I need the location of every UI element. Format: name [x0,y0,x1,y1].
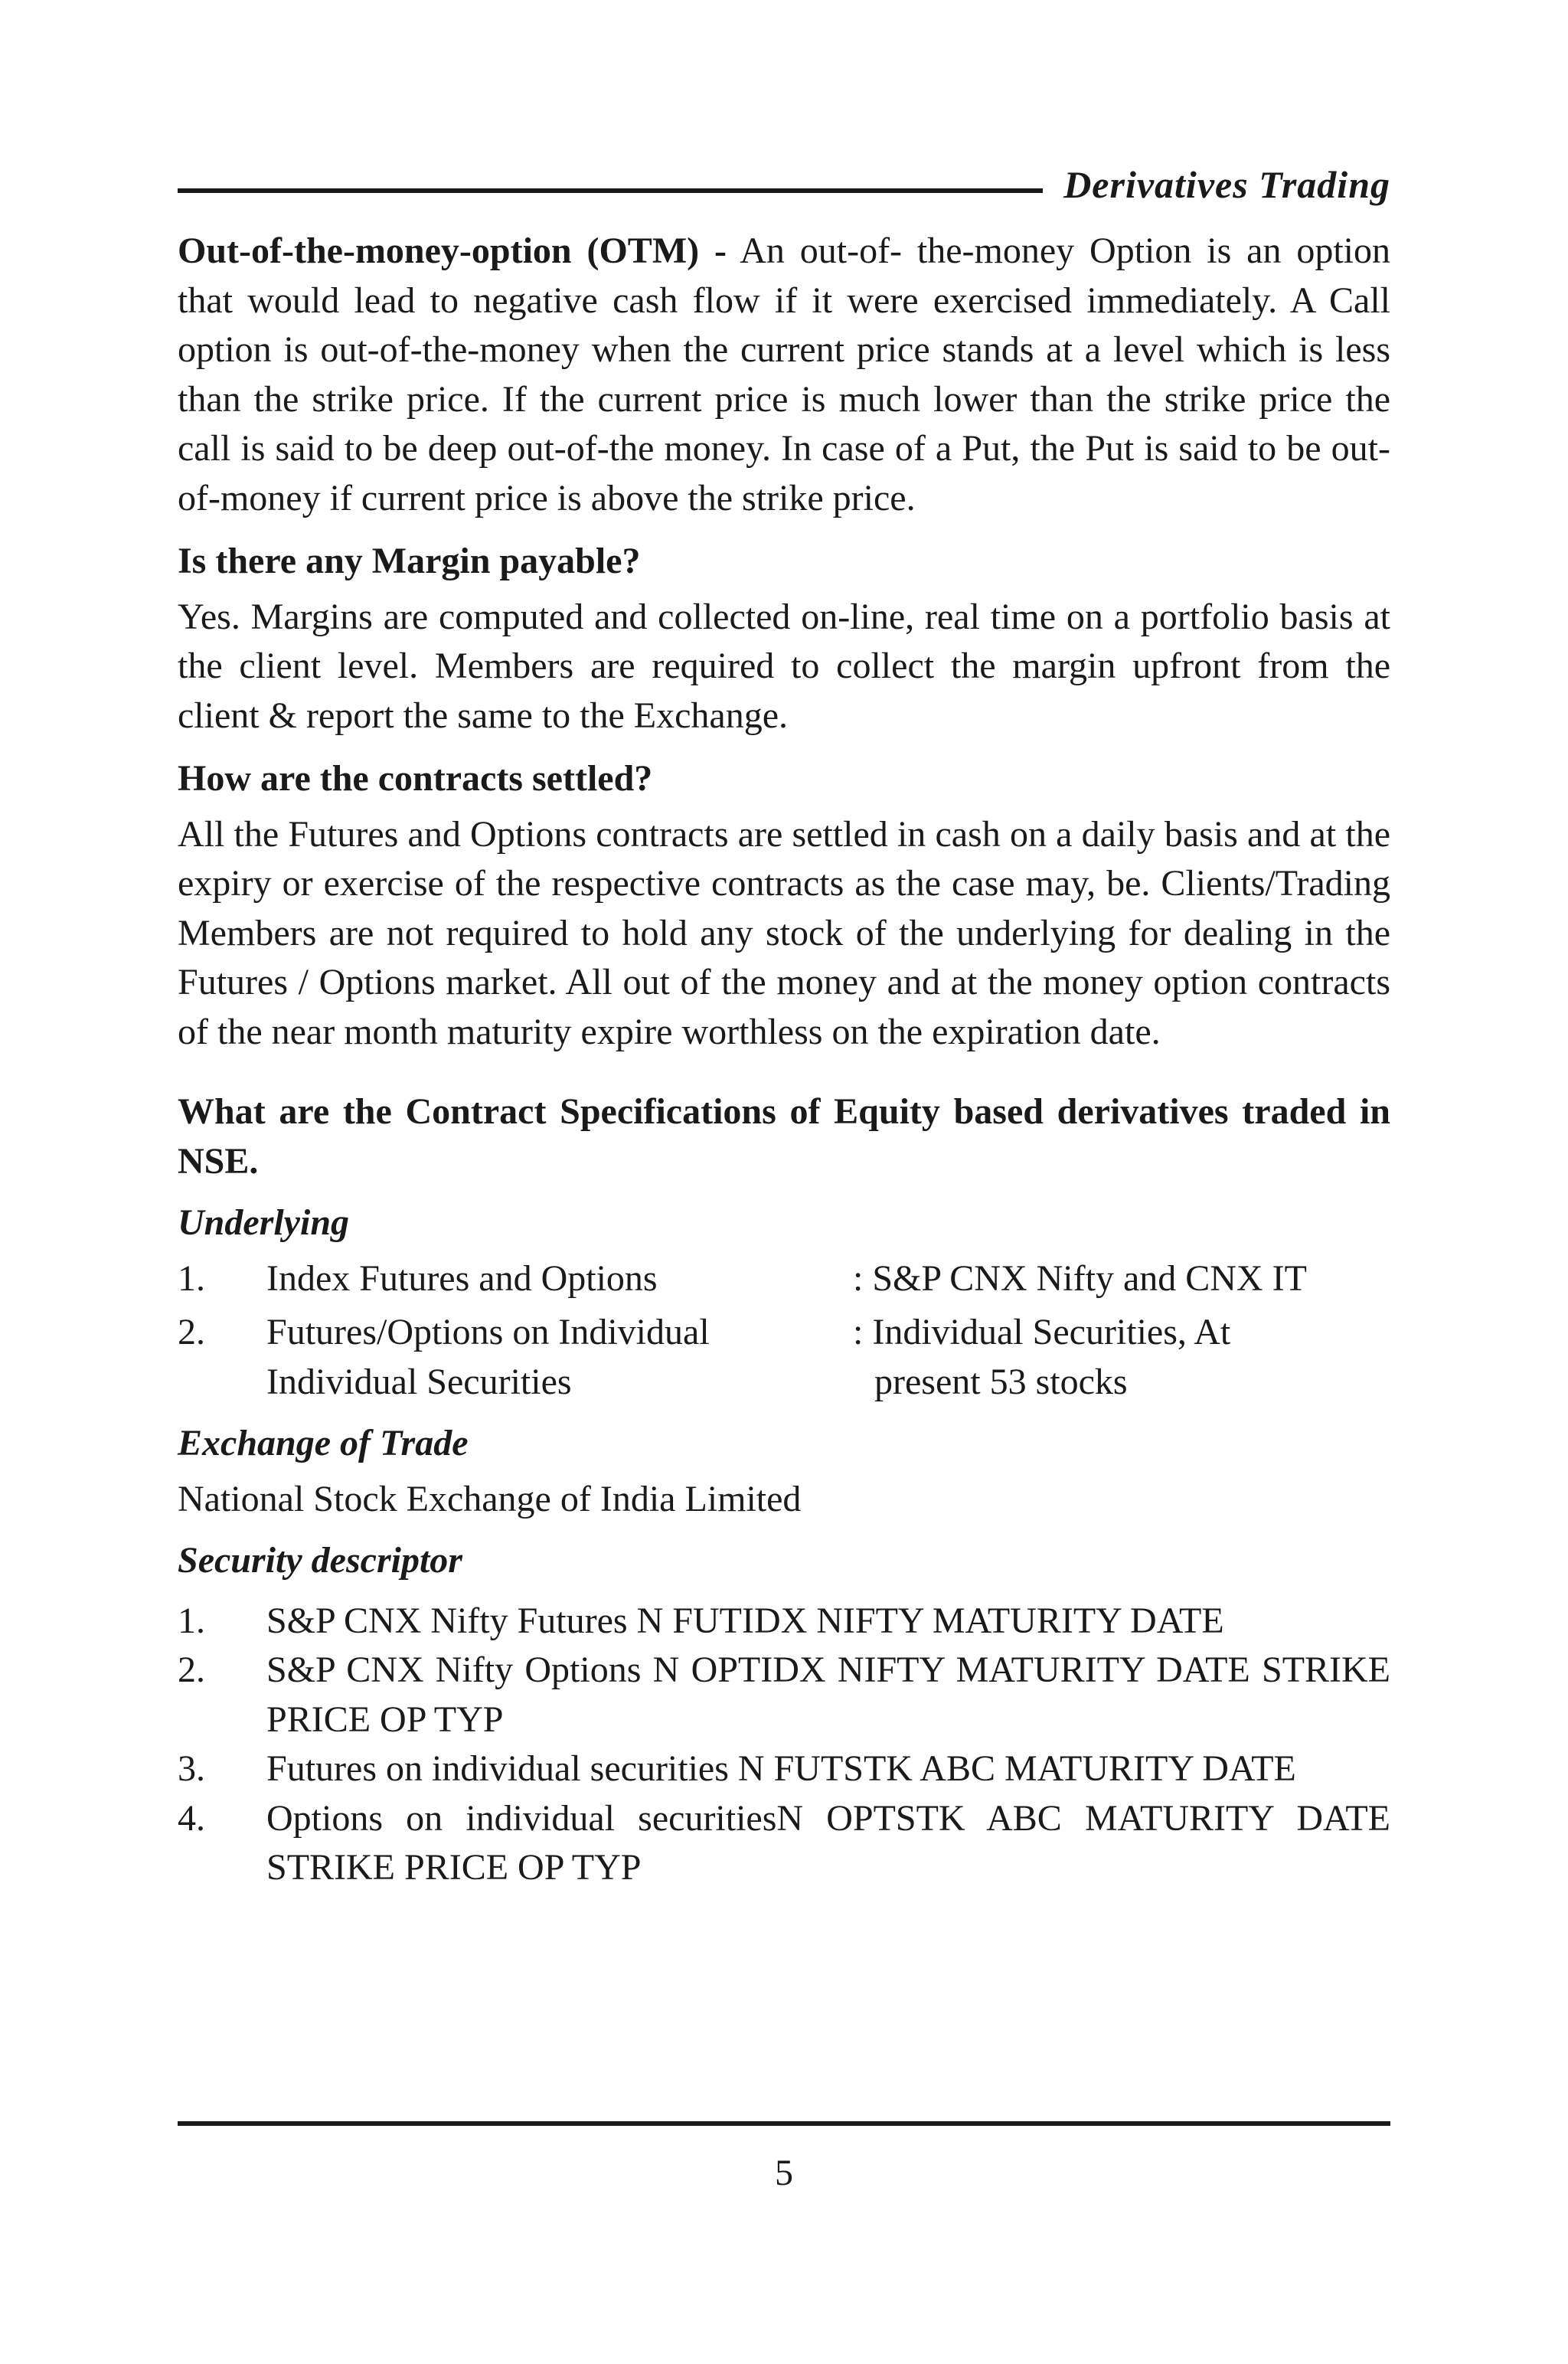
page-content [178,227,1390,1893]
margin-heading: Is there any Margin payable? [178,541,641,581]
underlying-item-value-cont: present 53 stocks [874,1361,1128,1402]
otm-text: An out-of- the-money Option is an option that would lead to negative cash flow if it were exercised immediately. A Call option is out-of-the-money when the current price stands at a level which is less than the strike price. If the current price is much lower than the strike price the call is said to be deep out-of-the money. In case of a Put, the Put is said to be out-of-money if current price is above the strike price. [178,231,1390,518]
exchange-text: National Stock Exchange of India Limited [178,1478,802,1519]
settled-heading: How are the contracts settled? [178,758,653,799]
header-title: Derivatives Trading [1063,163,1390,206]
otm-term: Out-of-the-money-option (OTM) - [178,231,727,271]
header-rule [178,188,1043,193]
descriptor-text: S&P CNX Nifty Futures N FUTIDX NIFTY MATURITY DATE [266,1600,1224,1641]
underlying-label: Underlying [178,1202,350,1243]
underlying-item-name: Index Futures and Options [266,1257,658,1299]
footer-rule [178,2121,1390,2126]
underlying-item-number: 2. [178,1312,205,1352]
page-number: 5 [775,2153,793,2193]
descriptor-text: Options on individual securitiesN OPTSTK ABC MATURITY DATE STRIKE PRICE OP TYP [266,1797,1390,1888]
margin-paragraph: Yes. Margins are computed and collected on-line, real time on a portfolio basis at the client level. Members are required to collect the margin upfront from the client & report the same to the Exchange. [178,596,1390,736]
descriptor-number: 4. [178,1797,205,1839]
descriptor-item [178,1646,1390,1744]
descriptor-item [178,1744,1390,1794]
descriptor-number: 2. [178,1650,205,1690]
descriptor-item [178,1794,1390,1893]
underlying-item-value-text: : Individual Securities, At [853,1312,1231,1352]
underlying-item-value-text: : S&P CNX Nifty and CNX IT [853,1257,1307,1299]
underlying-item [178,1254,1390,1304]
descriptor-text: Futures on individual securities N FUTSTK ABC MATURITY DATE [266,1748,1296,1789]
underlying-item [178,1308,1390,1407]
descriptor-item [178,1597,1390,1646]
descriptor-number: 3. [178,1748,205,1789]
descriptor-number: 1. [178,1600,205,1641]
otm-paragraph [178,227,1390,523]
descriptor-text: S&P CNX Nifty Options N OPTIDX NIFTY MATURITY DATE STRIKE PRICE OP TYP [266,1650,1390,1740]
underlying-item-value [853,1308,1390,1407]
running-header [178,162,1390,216]
specs-heading: What are the Contract Specifications of Equity based derivatives traded in NSE. [178,1091,1390,1182]
underlying-item-value [853,1254,1390,1304]
exchange-label: Exchange of Trade [178,1423,469,1463]
descriptor-label: Security descriptor [178,1540,462,1581]
underlying-item-name: Futures/Options on Individual Individual Securities [266,1312,710,1402]
underlying-item-number: 1. [178,1257,205,1299]
settled-paragraph: All the Futures and Options contracts are settled in cash on a daily basis and at the expiry or exercise of the respective contracts as the case may, be. Clients/Trading Members are not required to hold any stock of the underlying for dealing in the Futures / Options market. All out of the money and at the money option contracts of the near month maturity expire worthless on the expiration date. [178,813,1390,1052]
